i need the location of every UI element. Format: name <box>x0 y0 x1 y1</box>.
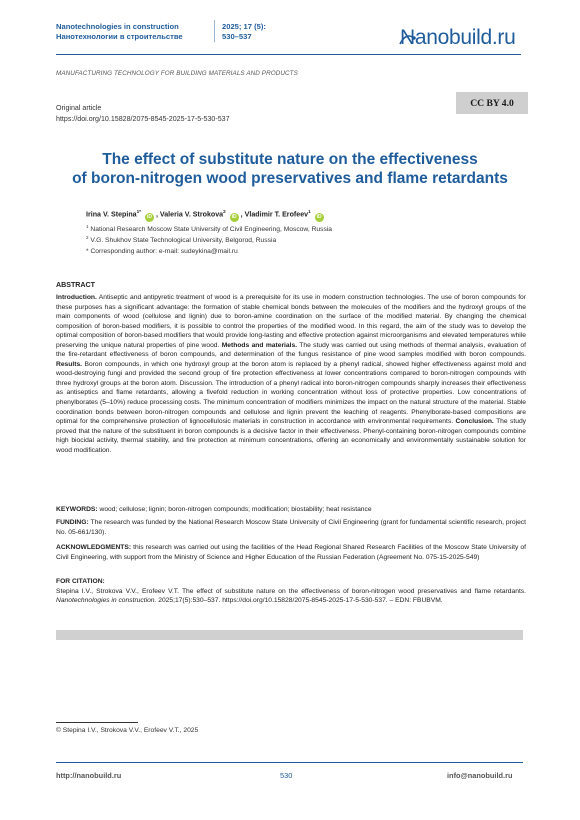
author-list: Irina V. Stepina$^{1*}$ iD , Valeria V. Strokova$^2$ iD , Vladimir T. Erofeev$^1$ iD <box>86 209 322 221</box>
orcid-icon[interactable]: iD <box>231 214 237 221</box>
author-name-2[interactable]: Valeria V. Strokova <box>159 210 224 219</box>
journal-name-ru: Нанотехнологии в строительстве <box>56 32 183 41</box>
funding <box>56 518 526 537</box>
article-title <box>56 150 524 188</box>
keywords-label: KEYWORDS: <box>56 506 98 513</box>
abstract-results-text: Boron compounds, in which one hydroxyl group at the boron atom is replaced by a phenyl radical, showed higher effectiveness against mold and wood-destroying fungi and provided the second group of fire protection effectiveness at lower concentrations compared to boron-nitrogen compounds with three hydroxyl groups at the boron atom. Discussion. The introduction of a phenyl radical into boron-nitrogen compounds sharply increases their effectiveness as antiseptics and flame retardants, allowing a fivefold reduction in working concentration without loss of protective properties. Low concentrations of phenylborates (5–10%) reduce processing costs. The minimum concentration of modifiers minimizes the impact on the natural structure of the material. Stable coordination bonds between boron-nitrogen compounds and cellulose and lignin prevent the leaching of reagents. Phenylborate-based compositions are optimal for the comprehensive protection of lignocellulosic materials in construction in accordance with environmental requirements. <box>56 360 526 426</box>
abstract-results-label: Results. <box>56 360 83 368</box>
abstract-intro-text: Antiseptic and antipyretic treatment of wood is a prerequisite for its use in modern construction technologies. The use of boron compounds for these purposes has a significant advantage: the formation of stable chemical bonds between the molecules of the modifiers and the hydroxyl groups of the main components of wood (cellulose and lignin) due to boron-amine coordination on the surface of the modified material. By changing the chemical composition of boron-based modifiers, it is possible to control the properties of the modified wood. In this regard, the aim of the study was to develop the optimal composition of boron-based modifiers that would provide long-lasting and effective protection against microorganisms and elevated temperatures while preserving the unique natural properties of pine wood. <box>56 294 526 349</box>
keywords <box>56 505 526 515</box>
abstract-methods-text: The study was carried out using methods of thermal analysis, evaluation of the fire-retardant effectiveness of boron compounds, and determination of the fungus resistance of pine wood samples modified with boron compounds. <box>56 341 526 359</box>
abstract-body <box>56 293 526 455</box>
issue-info <box>222 22 266 42</box>
abstract-conclusion-label: Conclusion. <box>453 418 494 426</box>
citation-journal: Nanotechnologies in construction. <box>56 597 157 605</box>
orcid-icon[interactable]: iD <box>316 214 322 221</box>
footer-email-link[interactable]: info@nanobuild.ru <box>447 771 513 780</box>
abstract-conclusion-text: The study proved that the nature of the substituent in boron compounds is a decisive factor in their effectiveness. Phenyl-containing boron-nitrogen compounds combine high biocidal activity, thermal stability, and fire protection at minimum concentrations, offering an economically and environmentally sustainable solution for wood modification. <box>56 418 527 454</box>
journal-name <box>56 22 183 42</box>
affiliation-2-sup: 2 <box>86 235 89 240</box>
author-name-3[interactable]: Vladimir T. Erofeev <box>244 210 309 219</box>
article-doi-link[interactable]: https://doi.org/10.15828/2075-8545-2025-17-5-530-537 <box>56 115 230 123</box>
corresponding-author: * Corresponding author: e-mail: sudeykina@mail.ru <box>86 248 238 255</box>
acknowledgments-text: this research was carried out using the facilities of the Head Regional Shared Research Facilities of the Moscow State University of Civil Engineering, with support from the Ministry of Science and Higher Education of the Russian Federation (Agreement No. 075-15-2025-549) <box>56 544 526 561</box>
keywords-text: wood; cellulose; lignin; boron-nitrogen compounds; modification; biostability; heat resistance <box>97 506 372 513</box>
footer-rule <box>56 762 523 763</box>
title-line-1: The effect of substitute nature on the effectiveness <box>102 151 478 168</box>
abstract-methods-label: Methods and materials. <box>219 341 298 349</box>
footer-url-link[interactable]: http://nanobuild.ru <box>56 771 122 780</box>
article-type: Original article <box>56 104 102 112</box>
author-sup-1: 1* <box>136 209 141 214</box>
abstract-intro-label: Introduction. <box>56 294 97 301</box>
author-sup-2: 2 <box>223 209 226 214</box>
copyright: © Stepina I.V., Strokova V.V., Erofeev V.T., 2025 <box>56 727 199 734</box>
author-sup-3: 1 <box>308 209 311 214</box>
affiliation-1 <box>86 224 332 233</box>
author-name-1[interactable]: Irina V. Stepina <box>86 210 137 219</box>
acknowledgments-label: ACKNOWLEDGMENTS: <box>56 544 132 551</box>
citation-text-end: 2025;17(5):530–537. https://doi.org/10.15828/2075-8545-2025-17-5-530-537. – EDN: FBUBVM. <box>156 597 443 605</box>
journal-name-en: Nanotechnologies in construction <box>56 22 179 31</box>
abstract-heading: ABSTRACT <box>56 281 96 289</box>
acknowledgments <box>56 543 526 562</box>
citation-text: Stepina I.V., Strokova V.V., Erofeev V.T. The effect of substitute nature on the effectiveness of boron-nitrogen wood preservatives and flame retardants. <box>56 587 526 595</box>
affiliation-2 <box>86 235 276 244</box>
orcid-icon[interactable]: iD <box>146 214 152 221</box>
page-number: 530 <box>280 771 293 780</box>
header-divider <box>214 20 215 42</box>
affiliation-1-sup: 1 <box>86 224 89 229</box>
funding-label: FUNDING: <box>56 519 89 526</box>
funding-text: The research was funded by the National Research Moscow State University of Civil Engineering (grant for fundamental scientific research, project No. 05-661/130). <box>56 519 526 536</box>
title-line-2: of boron-nitrogen wood preservatives and flame retardants <box>72 170 508 187</box>
affiliation-2-text: V.G. Shukhov State Technological University, Belgorod, Russia <box>90 237 277 245</box>
citation <box>56 577 526 606</box>
section-divider-bar <box>56 630 523 640</box>
nanobuild-logo: Nanobuild.ru <box>400 26 516 49</box>
issue-pages: 530–537 <box>222 32 252 41</box>
affiliation-1-text: National Research Moscow State University of Civil Engineering, Moscow, Russia <box>90 226 333 234</box>
license-badge: CC BY 4.0 <box>456 92 528 114</box>
issue-volume: 2025; 17 (5): <box>222 22 266 31</box>
header-rule <box>56 54 521 55</box>
citation-label: FOR CITATION: <box>56 578 105 585</box>
footnote-rule <box>56 722 138 723</box>
section-label: MANUFACTURING TECHNOLOGY FOR BUILDING MATERIALS AND PRODUCTS <box>56 70 298 77</box>
